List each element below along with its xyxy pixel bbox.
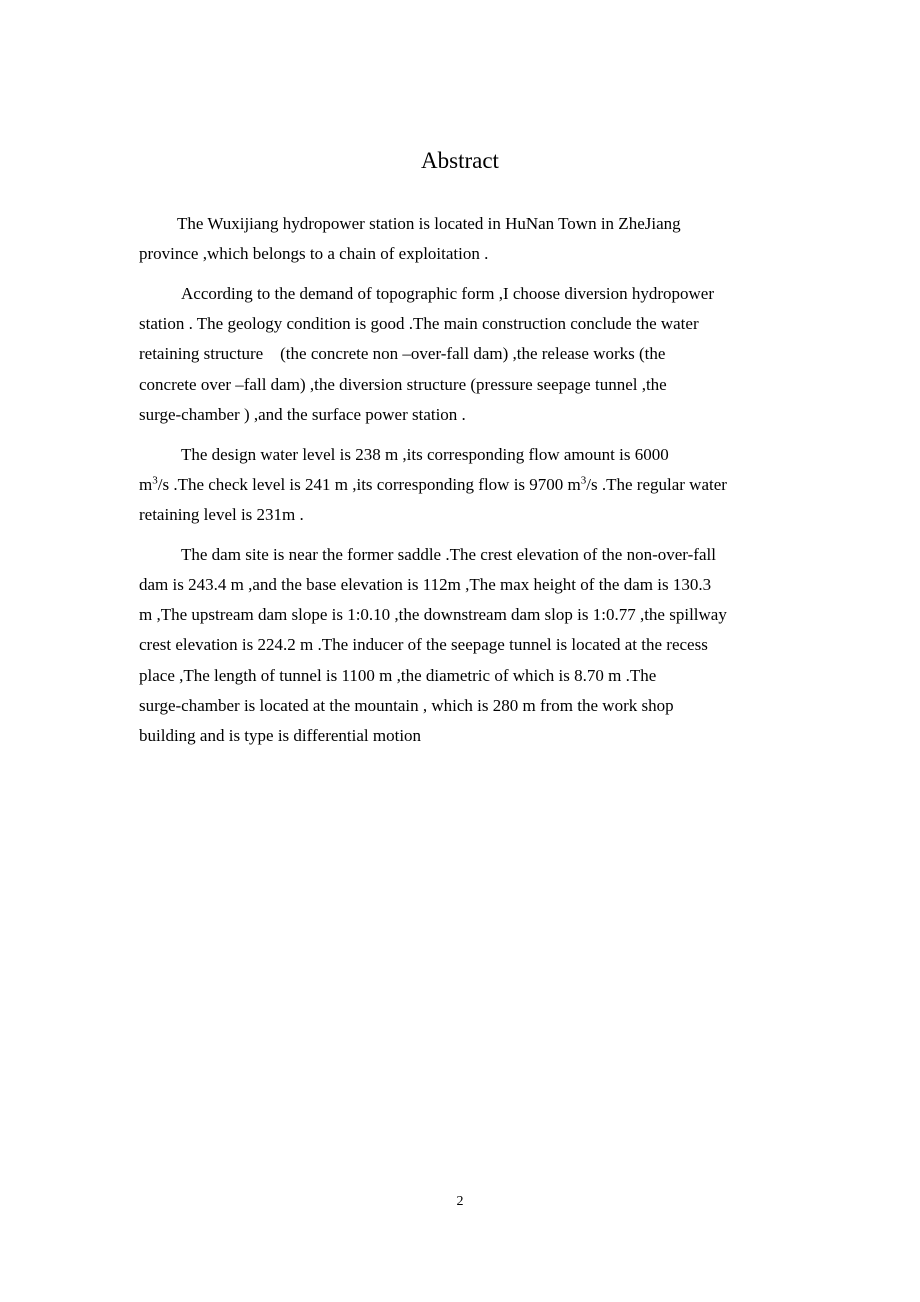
superscript-exponent: 3: [580, 474, 587, 487]
paragraph-line: surge-chamber ) ,and the surface power station .: [139, 404, 466, 424]
paragraph-line: The dam site is near the former saddle .The crest elevation of the non-over-fall: [181, 544, 716, 564]
paragraph-line: retaining level is 231m .: [139, 505, 304, 525]
paragraph-line: concrete over –fall dam) ,the diversion structure (pressure seepage tunnel ,the: [139, 374, 667, 394]
paragraph-line: place ,The length of tunnel is 1100 m ,the diametric of which is 8.70 m .The: [139, 665, 657, 685]
page-number: 2: [456, 1194, 464, 1209]
paragraph-line: province ,which belongs to a chain of exploitation .: [139, 244, 489, 264]
page-title: Abstract: [421, 148, 499, 173]
paragraph-line: retaining structure (the concrete non –over-fall dam) ,the release works (the: [139, 344, 666, 364]
paragraph-line: According to the demand of topographic form ,I choose diversion hydropower: [181, 284, 714, 303]
unit-text: m: [139, 474, 153, 494]
paragraph-line: surge-chamber is located at the mountain , which is 280 m from the work shop: [139, 695, 674, 715]
paragraph-text: /s .The regular water: [586, 474, 727, 494]
paragraph-line: The design water level is 238 m ,its corresponding flow amount is 6000: [181, 444, 669, 464]
paragraph-location: [139, 209, 784, 269]
paragraph-line: dam is 243.4 m ,and the base elevation is 112m ,The max height of the dam is 130.3: [139, 575, 712, 595]
paragraph-text: /s .The check level is 241 m ,its corresponding flow is 9700 m: [157, 474, 581, 494]
paragraph-water-levels: [139, 440, 784, 531]
paragraph-line-with-units: [139, 470, 784, 500]
paragraph-line: station . The geology condition is good .The main construction conclude the water: [139, 314, 699, 334]
paragraph-line: building and is type is differential motion: [139, 726, 422, 746]
paragraph-dam-details: [139, 540, 784, 751]
superscript-exponent: 3: [152, 474, 158, 487]
paragraph-line: The Wuxijiang hydropower station is located in HuNan Town in ZheJiang: [177, 214, 681, 233]
paragraph-line: m ,The upstream dam slope is 1:0.10 ,the downstream dam slop is 1:0.77 ,the spillway: [139, 605, 727, 625]
paragraph-line: crest elevation is 224.2 m .The inducer of the seepage tunnel is located at the recess: [139, 635, 708, 655]
paragraph-structures: [139, 279, 784, 430]
abstract-body: [139, 209, 784, 761]
